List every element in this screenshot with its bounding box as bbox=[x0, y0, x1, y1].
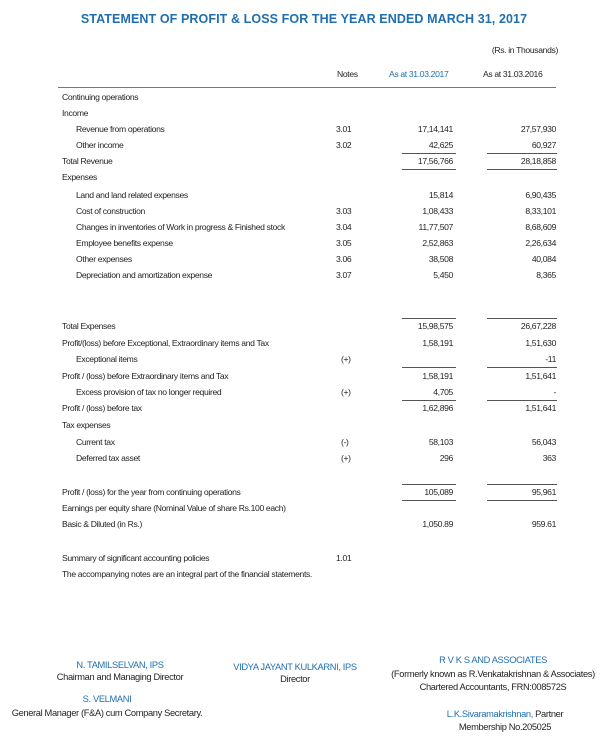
row-current-value: 42,625 bbox=[428, 140, 453, 150]
partner-name: L.K.Sivaramakrishnan, bbox=[446, 709, 533, 719]
row-label: Total Expenses bbox=[62, 321, 116, 331]
row-previous-value: - bbox=[553, 387, 556, 397]
total-overline bbox=[402, 484, 456, 485]
row-note: 3.04 bbox=[336, 222, 352, 232]
row-previous-value: 1,51,630 bbox=[525, 338, 556, 348]
chairman-name: N. TAMILSELVAN, IPS bbox=[76, 660, 164, 670]
row-label: The accompanying notes are an integral part of the financial statements. bbox=[62, 569, 312, 579]
subtotal-underline bbox=[487, 367, 557, 368]
row-label: Cost of construction bbox=[76, 206, 145, 216]
total-overline bbox=[402, 318, 456, 319]
row-previous-value: 26,67,228 bbox=[520, 321, 556, 331]
table-row bbox=[0, 238, 608, 250]
signatory-firm bbox=[380, 655, 606, 692]
subtotal-underline bbox=[402, 500, 456, 501]
row-previous-value: 40,084 bbox=[531, 254, 556, 264]
row-label: Profit/(loss) before Exceptional, Extraordinary items and Tax bbox=[62, 338, 269, 348]
row-previous-value: 1,51,641 bbox=[525, 371, 556, 381]
signatory-gm bbox=[2, 694, 212, 718]
row-current-value: 1,08,433 bbox=[422, 206, 453, 216]
table-row bbox=[0, 519, 608, 531]
row-current-value: 58,103 bbox=[428, 437, 453, 447]
header-rule bbox=[58, 87, 556, 88]
row-label: Expenses bbox=[62, 172, 97, 182]
row-label: Employee benefits expense bbox=[76, 238, 173, 248]
row-previous-value: 8,33,101 bbox=[525, 206, 556, 216]
table-row bbox=[0, 420, 608, 432]
row-current-value: 15,814 bbox=[428, 190, 453, 200]
table-row bbox=[0, 569, 608, 581]
subtotal-underline bbox=[487, 169, 557, 170]
row-current-value: 1,050.89 bbox=[422, 519, 453, 529]
row-sign: (+) bbox=[341, 354, 351, 364]
row-current-value: 15,98,575 bbox=[417, 321, 453, 331]
row-note: 3.01 bbox=[336, 124, 352, 134]
table-row bbox=[0, 156, 608, 168]
row-label: Continuing operations bbox=[62, 92, 139, 102]
table-row bbox=[0, 371, 608, 383]
partner-role: Partner bbox=[532, 709, 564, 719]
table-row bbox=[0, 92, 608, 104]
total-overline bbox=[487, 318, 557, 319]
gm-name: S. VELMANI bbox=[82, 694, 132, 704]
row-previous-value: 2,26,634 bbox=[525, 238, 556, 248]
statement-title: STATEMENT OF PROFIT & LOSS FOR THE YEAR ENDED MARCH 31, 2017 bbox=[80, 12, 528, 26]
row-note: 1.01 bbox=[336, 553, 352, 563]
total-overline bbox=[487, 484, 557, 485]
firm-former-name: (Formerly known as R.Venkatakrishnan & Associates) bbox=[391, 669, 595, 679]
row-label: Earnings per equity share (Nominal Value of share Rs.100 each) bbox=[62, 503, 286, 513]
row-current-value: 2,52,863 bbox=[422, 238, 453, 248]
row-label: Tax expenses bbox=[62, 420, 111, 430]
row-label: Changes in inventories of Work in progress & Finished stock bbox=[76, 222, 285, 232]
row-current-value: 4,705 bbox=[433, 387, 453, 397]
table-row bbox=[0, 387, 608, 399]
subtotal-underline bbox=[402, 169, 456, 170]
row-label: Profit / (loss) before tax bbox=[62, 403, 142, 413]
row-previous-value: 959.61 bbox=[531, 519, 556, 529]
subtotal-underline bbox=[487, 400, 557, 401]
table-row bbox=[0, 270, 608, 282]
table-row bbox=[0, 453, 608, 465]
row-sign: (+) bbox=[341, 453, 351, 463]
row-previous-value: 8,365 bbox=[536, 270, 556, 280]
header-notes: Notes bbox=[337, 69, 358, 79]
row-current-value: 5,450 bbox=[433, 270, 453, 280]
table-row bbox=[0, 254, 608, 266]
row-label: Exceptional items bbox=[76, 354, 138, 364]
table-row bbox=[0, 403, 608, 415]
subtotal-underline bbox=[402, 400, 456, 401]
table-row bbox=[0, 354, 608, 366]
table-row bbox=[0, 487, 608, 499]
row-current-value: 11,77,507 bbox=[418, 222, 453, 232]
row-current-value: 17,56,766 bbox=[417, 156, 453, 166]
subtotal-underline bbox=[402, 153, 456, 154]
table-row bbox=[0, 190, 608, 202]
gm-title: General Manager (F&A) cum Company Secretary. bbox=[11, 708, 203, 718]
row-note: 3.03 bbox=[336, 206, 352, 216]
row-previous-value: 60,927 bbox=[531, 140, 556, 150]
table-row bbox=[0, 222, 608, 234]
row-previous-value: -11 bbox=[545, 354, 556, 364]
row-note: 3.07 bbox=[336, 270, 352, 280]
row-label: Other expenses bbox=[76, 254, 132, 264]
row-current-value: 296 bbox=[439, 453, 453, 463]
row-label: Profit / (loss) for the year from continuing operations bbox=[62, 487, 241, 497]
row-previous-value: 363 bbox=[542, 453, 556, 463]
subtotal-underline bbox=[402, 367, 456, 368]
table-row bbox=[0, 172, 608, 184]
table-row bbox=[0, 437, 608, 449]
signatory-chairman bbox=[20, 660, 220, 682]
table-row bbox=[0, 321, 608, 333]
row-note: 3.06 bbox=[336, 254, 352, 264]
row-sign: (+) bbox=[341, 387, 351, 397]
row-current-value: 1,58,191 bbox=[422, 371, 453, 381]
row-previous-value: 8,68,609 bbox=[525, 222, 556, 232]
subtotal-underline bbox=[487, 153, 557, 154]
table-row bbox=[0, 338, 608, 350]
row-label: Profit / (loss) before Extraordinary items and Tax bbox=[62, 371, 229, 381]
row-previous-value: 56,043 bbox=[531, 437, 556, 447]
row-previous-value: 6,90,435 bbox=[525, 190, 556, 200]
signatory-director bbox=[210, 662, 380, 684]
row-sign: (-) bbox=[341, 437, 349, 447]
row-current-value: 105,089 bbox=[424, 487, 453, 497]
row-label: Revenue from operations bbox=[76, 124, 165, 134]
row-current-value: 1,62,896 bbox=[422, 403, 453, 413]
row-label: Excess provision of tax no longer required bbox=[76, 387, 222, 397]
table-row bbox=[0, 206, 608, 218]
row-label: Land and land related expenses bbox=[76, 190, 188, 200]
row-note: 3.05 bbox=[336, 238, 352, 248]
signatory-partner bbox=[410, 709, 600, 732]
director-title: Director bbox=[280, 674, 310, 684]
director-name: VIDYA JAYANT KULKARNI, IPS bbox=[233, 662, 357, 672]
partner-membership: Membership No.205025 bbox=[458, 722, 552, 732]
row-previous-value: 28,18,858 bbox=[520, 156, 556, 166]
row-current-value: 1,58,191 bbox=[422, 338, 453, 348]
row-label: Total Revenue bbox=[62, 156, 113, 166]
units-note: (Rs. in Thousands) bbox=[491, 45, 558, 55]
firm-frn: Chartered Accountants, FRN:008572S bbox=[419, 682, 567, 692]
row-label: Depreciation and amortization expense bbox=[76, 270, 213, 280]
row-current-value: 38,508 bbox=[428, 254, 453, 264]
row-current-value: 17,14,141 bbox=[417, 124, 453, 134]
row-note: 3.02 bbox=[336, 140, 352, 150]
header-current-year: As at 31.03.2017 bbox=[389, 69, 449, 79]
table-row bbox=[0, 108, 608, 120]
row-label: Basic & Diluted (in Rs.) bbox=[62, 519, 142, 529]
header-previous-year: As at 31.03.2016 bbox=[483, 69, 543, 79]
row-previous-value: 95,961 bbox=[531, 487, 556, 497]
subtotal-underline bbox=[487, 500, 557, 501]
row-previous-value: 27,57,930 bbox=[520, 124, 556, 134]
table-row bbox=[0, 124, 608, 136]
table-row bbox=[0, 503, 608, 515]
row-label: Other income bbox=[76, 140, 124, 150]
row-previous-value: 1,51,641 bbox=[525, 403, 556, 413]
table-row bbox=[0, 140, 608, 152]
row-label: Summary of significant accounting policies bbox=[62, 553, 210, 563]
row-label: Deferred tax asset bbox=[76, 453, 140, 463]
chairman-title: Chairman and Managing Director bbox=[56, 672, 184, 682]
row-label: Current tax bbox=[76, 437, 115, 447]
table-row bbox=[0, 553, 608, 565]
firm-name: R V K S AND ASSOCIATES bbox=[439, 655, 547, 665]
row-label: Income bbox=[62, 108, 89, 118]
